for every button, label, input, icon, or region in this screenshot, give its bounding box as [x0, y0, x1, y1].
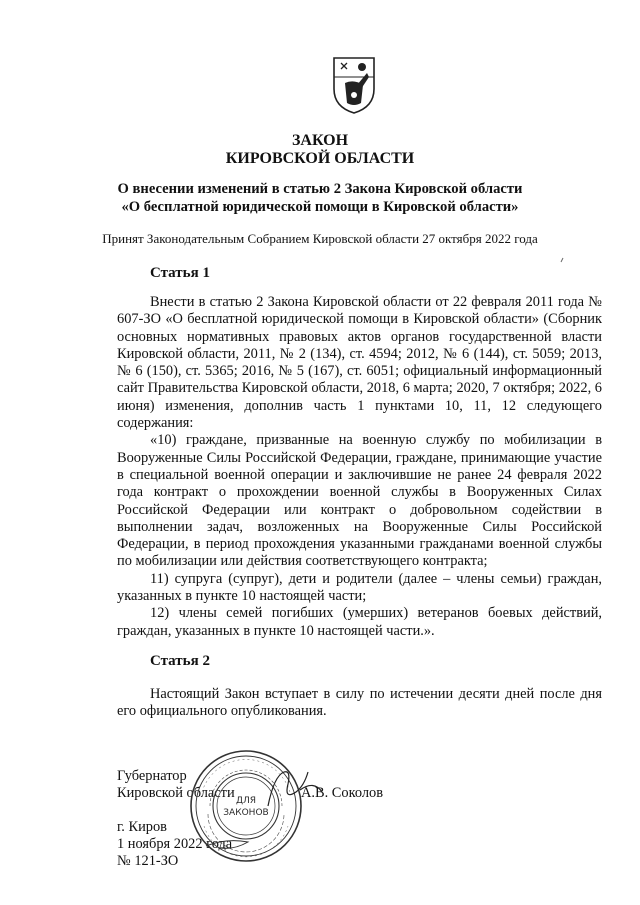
- article-1-heading: Статья 1: [150, 265, 210, 281]
- law-number: № 121-ЗО: [117, 853, 179, 869]
- article-1-body: [117, 294, 602, 640]
- signatory-position-line-1: Губернатор: [117, 768, 187, 784]
- signing-city: г. Киров: [117, 819, 167, 835]
- region-heading: КИРОВСКОЙ ОБЛАСТИ: [225, 150, 415, 167]
- signing-date: 1 ноября 2022 года: [117, 836, 233, 852]
- article-1-item-11: 11) супруга (супруг), дети и родители (далее – члены семьи) граждан, указанных в пункте 10 настоящей части;: [117, 570, 602, 605]
- law-type-heading: ЗАКОН: [291, 132, 349, 149]
- article-2-body: [117, 686, 602, 721]
- article-1-item-12: 12) члены семей погибших (умерших) ветеранов боевых действий, граждан, указанных в пункте 10 настоящей части.».: [117, 605, 602, 639]
- official-seal-stamp: [188, 748, 304, 864]
- adoption-note: Принят Законодательным Собранием Кировской области 27 октября 2022 года: [102, 231, 538, 246]
- coat-of-arms-icon: [331, 55, 377, 115]
- seal-inner-line-2: ЗАКОНОВ: [223, 808, 269, 818]
- law-title-line-1: О внесении изменений в статью 2 Закона Кировской области: [117, 181, 523, 197]
- seal-inner-line-1: ДЛЯ: [235, 796, 257, 806]
- article-2-paragraph: Настоящий Закон вступает в силу по истечении десяти дней после дня его официального опубликования.: [117, 686, 602, 720]
- signatory-position-line-2: Кировской области: [117, 785, 235, 801]
- article-1-item-10: «10) граждане, призванные на военную службу по мобилизации в Вооруженные Силы Российской Федерации, граждане, принимающие участие в специальной военной операции и заключившие не ранее 24 февраля 2022 года контракт о прохождении военной службы в Вооруженных Силах Российской Федерации или контракт о добровольном содействии в выполнении задач, возложенных на Вооруженные Силы Российской Федерации, в период прохождения указанными гражданами военной службы по мобилизации или действия соответствующего контракта;: [117, 432, 602, 570]
- article-2-heading: Статья 2: [150, 653, 210, 669]
- law-title-line-2: «О бесплатной юридической помощи в Кировской области»: [121, 199, 519, 215]
- article-1-paragraph: Внести в статью 2 Закона Кировской области от 22 февраля 2011 года № 607-ЗО «О бесплатной юридической помощи в Кировской области» (Сборник основных нормативных правовых актов органов государственной власти Кировской области, 2011, № 2 (134), ст. 4594; 2012, № 6 (144), ст. 5059; 2013, № 6 (150), ст. 5365; 2016, № 5 (167), ст. 6051; официальный информационный сайт Правительства Кировской области, 2018, 6 марта; 2020, 7 октября; 2022, 6 июня) изменения, дополнив часть 1 пунктами 10, 11, 12 следующего содержания:: [117, 294, 602, 432]
- signatory-name: А.В. Соколов: [301, 785, 384, 801]
